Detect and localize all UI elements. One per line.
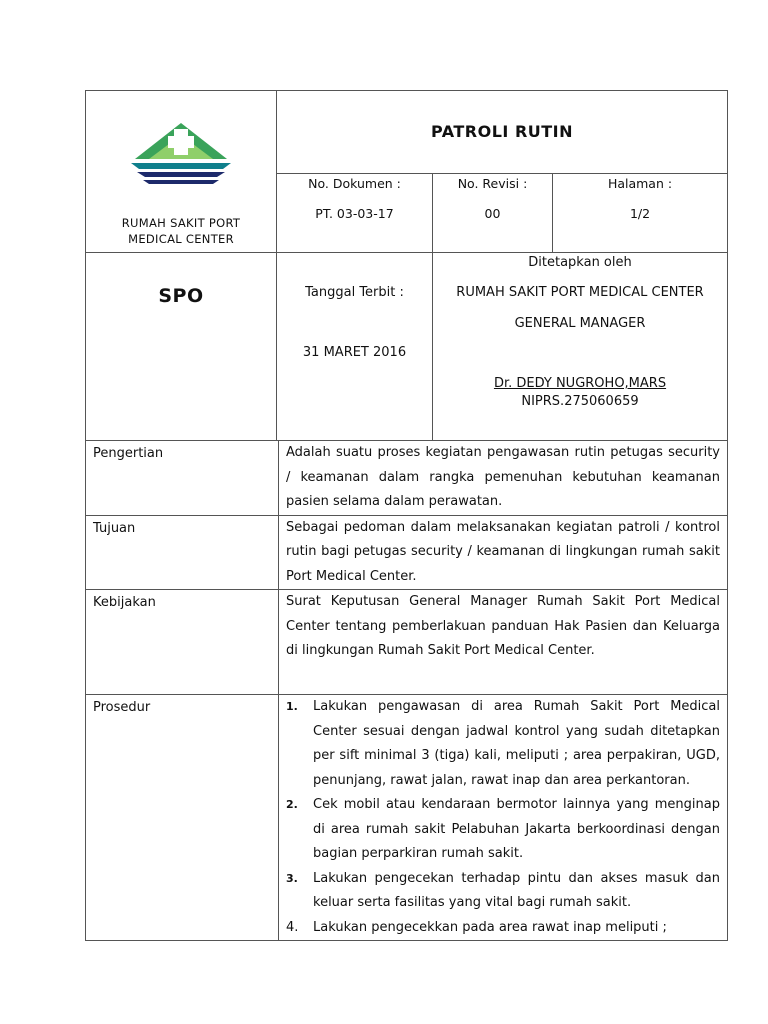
no-dokumen-label: No. Dokumen : xyxy=(308,176,401,191)
list-item-number: 3. xyxy=(286,871,298,885)
signer-name: Dr. DEDY NUGROHO,MARS xyxy=(493,376,667,391)
tujuan-label: Tujuan xyxy=(86,515,279,590)
prosedur-list xyxy=(286,695,720,940)
hospital-name-line1: RUMAH SAKIT PORT xyxy=(121,216,241,230)
list-item-text: Lakukan pengawasan di area Rumah Sakit Port Medical Center sesuai dengan jadwal kontrol yang sudah ditetapkan per sift minimal 3 (tiga) kali, meliputi ; area perpakiran, UGD, penunjang, rawat jalan, rawat inap dan area perkantoran. xyxy=(313,699,720,788)
list-item xyxy=(286,793,720,867)
prosedur-cell xyxy=(279,695,728,941)
no-revisi-value: 00 xyxy=(484,206,501,221)
hospital-logo-cell xyxy=(86,91,277,253)
pengertian-label: Pengertian xyxy=(86,441,279,516)
kebijakan-text: Surat Keputusan General Manager Rumah Sakit Port Medical Center tentang pemberlakuan panduan Hak Pasien dan Keluarga di lingkungan Rumah Sakit Port Medical Center. xyxy=(279,590,728,695)
hospital-cross-logo-icon xyxy=(127,121,235,185)
list-item-number: 1. xyxy=(286,700,298,713)
tanggal-terbit-value: 31 MARET 2016 xyxy=(302,345,407,360)
tanggal-terbit-label: Tanggal Terbit : xyxy=(305,285,404,300)
list-item xyxy=(286,916,720,941)
pengertian-text: Adalah suatu proses kegiatan pengawasan rutin petugas security / keamanan dalam rangka pemenuhan kebutuhan keamanan pasien selama dalam perawatan. xyxy=(279,441,728,516)
halaman-cell xyxy=(553,174,728,253)
kebijakan-label: Kebijakan xyxy=(86,590,279,695)
signer-nip: NIPRS.275060659 xyxy=(521,394,639,409)
tujuan-text: Sebagai pedoman dalam melaksanakan kegiatan patroli / kontrol rutin bagi petugas security / keamanan di lingkungan rumah sakit Port Medical Center. xyxy=(279,515,728,590)
document-title: PATROLI RUTIN xyxy=(277,91,728,174)
no-dokumen-cell xyxy=(277,174,433,253)
spo-label: SPO xyxy=(158,285,204,307)
list-item-text: Lakukan pengecekan terhadap pintu dan akses masuk dan keluar serta fasilitas yang vital bagi rumah sakit. xyxy=(313,870,720,910)
list-item xyxy=(286,867,720,916)
list-item-text: Lakukan pengecekkan pada area rawat inap meliputi ; xyxy=(313,919,667,935)
prosedur-label: Prosedur xyxy=(86,695,279,941)
organization-name: RUMAH SAKIT PORT MEDICAL CENTER xyxy=(456,285,704,300)
hospital-name-line2: MEDICAL CENTER xyxy=(128,232,234,246)
no-revisi-label: No. Revisi : xyxy=(457,176,528,191)
ditetapkan-label: Ditetapkan oleh xyxy=(528,255,632,270)
halaman-value: 1/2 xyxy=(629,206,651,221)
no-revisi-cell xyxy=(433,174,553,253)
halaman-label: Halaman : xyxy=(607,176,673,191)
content-table xyxy=(85,440,728,941)
list-item xyxy=(286,695,720,793)
list-item-text: Cek mobil atau kendaraan bermotor lainnya yang menginap di area rumah sakit Pelabuhan Jakarta berkoordinasi dengan bagian perparkiran rumah sakit. xyxy=(313,797,720,861)
list-item-number: 4. xyxy=(286,919,299,935)
no-dokumen-value: PT. 03-03-17 xyxy=(315,206,394,221)
tanggal-terbit-cell xyxy=(277,253,433,441)
spo-document xyxy=(85,90,727,941)
position-title: GENERAL MANAGER xyxy=(514,316,646,331)
list-item-number: 2. xyxy=(286,798,298,811)
ditetapkan-cell xyxy=(433,253,728,441)
header-table xyxy=(85,90,728,441)
spo-cell xyxy=(86,253,277,441)
